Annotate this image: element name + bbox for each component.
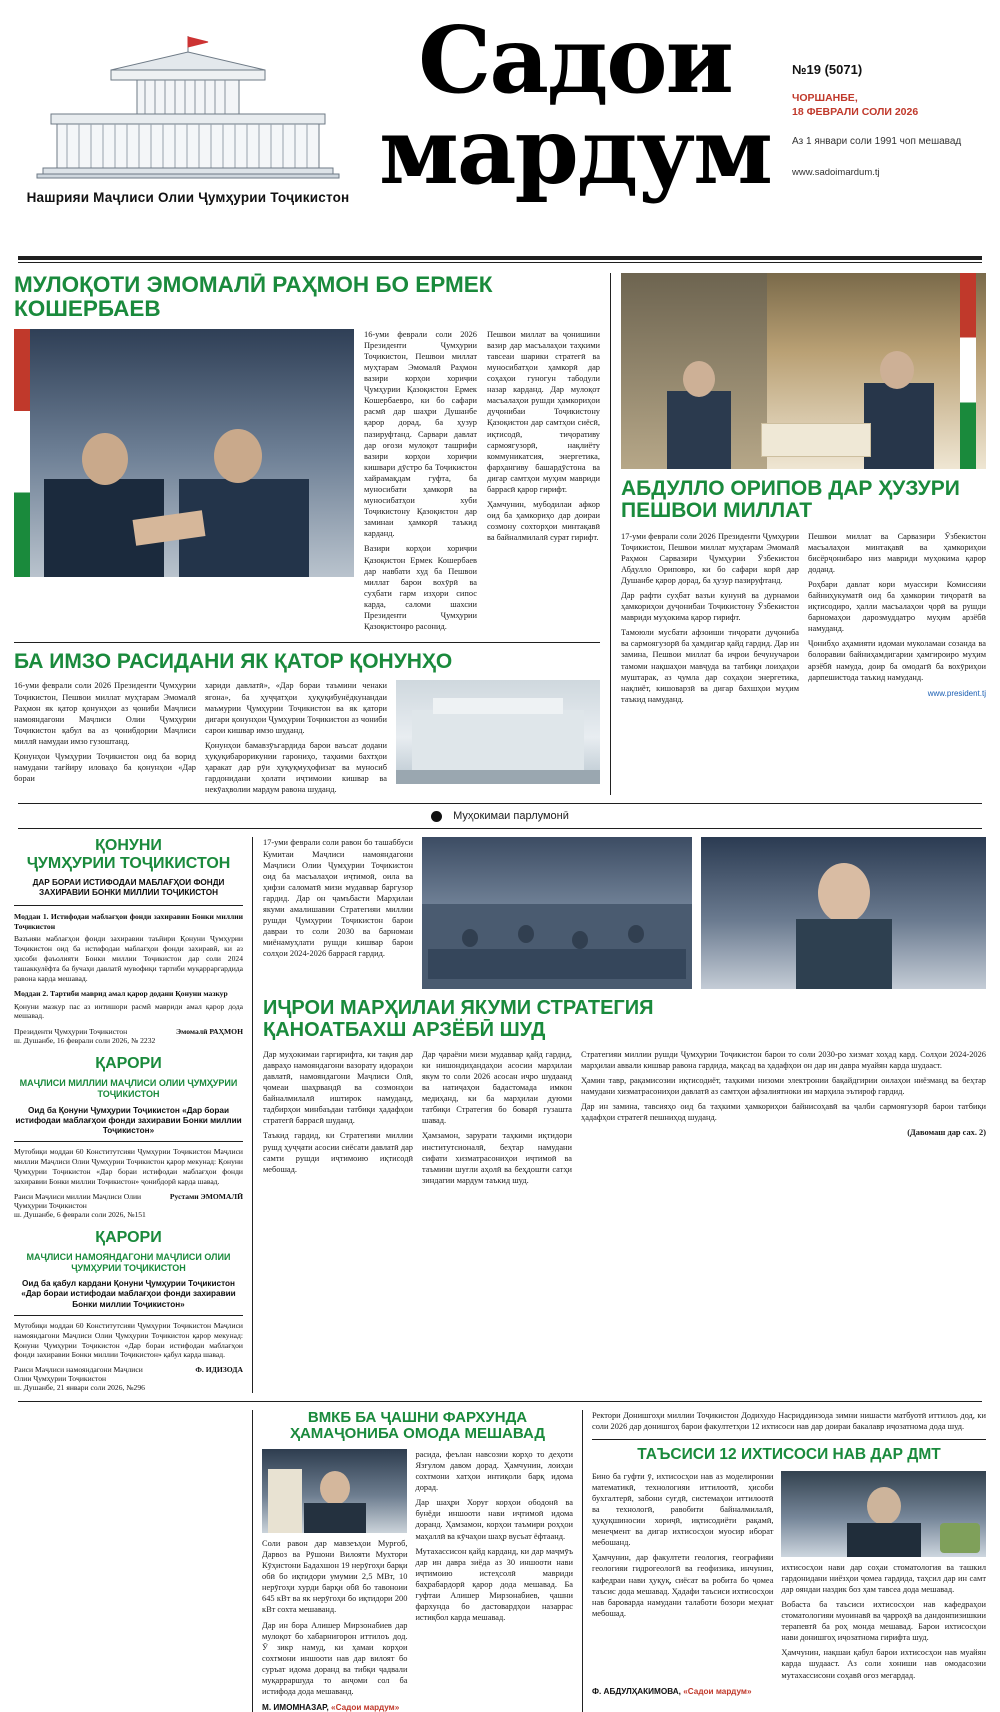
lead-article xyxy=(14,273,610,795)
second-article-body xyxy=(621,531,986,705)
masthead-left xyxy=(18,18,358,205)
second-paragraph-1: 17-уми феврали соли 2026 Президенти Ҷумҳурии Тоҷикистон, Пешвои миллат муҳтарам Эмомалӣ Раҳмон Сарвазири Ҷумҳурии Ӯзбекистон Абдулло Ориповро, ки бо сафари корӣ дар Душанбе қарор дорад, ба ҳузур пазируфтанд. xyxy=(621,531,799,585)
resolution-1-subtitle: МАҶЛИСИ МИЛЛИИ МАҶЛИСИ ОЛИИ ҶУМҲУРИИ ТОҶИКИСТОН xyxy=(19,1078,238,1100)
resolution-1-signer-name: Рустами ЭМОМАЛӢ xyxy=(169,1191,243,1201)
second-paragraph-6: Ҷонибҳо аҳамияти идомаи муколамаи созанда ва болоравии байниҳамдигарии ҳамгироиро муҳим арзёбӣ намуда, доир ба омодагӣ ба вохӯриҳои дарпешистода таъкид намуданд. xyxy=(808,639,986,682)
resolution-2-city: ш. Душанбе, 21 январи соли 2026, №296 xyxy=(14,1383,145,1393)
second-col-2 xyxy=(808,531,986,705)
masthead-rule-thin xyxy=(18,262,982,263)
strategy-paragraph-3: Таъкид гардид, ки Стратегияи миллии рушд ҳуҷҷати асосии сиёсати давлатӣ дар самти рушди иҷтимоию иқтисодӣ мебошад. xyxy=(263,1131,413,1174)
lead-paragraph-2: Вазири корҳои хориҷии Қазоқистон Ермек Кошербаев дар навбати худ ба Пешвои миллат барои вохӯрӣ ва суҳбати гарм изҳори сипос карда, саломи шахсии Президенти Ҷумҳурии Қазоқистонро расонид. xyxy=(364,544,477,632)
lead-text-columns xyxy=(364,329,477,633)
resolution-1-body: Мутобиқи моддаи 60 Конститутсияи Ҷумҳурии Тоҷикистон Маҷлиси миллии Маҷлиси Олии Ҷумҳурии Тоҷикистон қарор мекунад: Қонуни Ҷумҳурии Тоҷикистон «Дар бораи истифодаи маблағҳои фонди захиравии Бонки миллии Тоҷикистон» ҷонибдорӣ карда шавад. xyxy=(14,1147,243,1186)
section-divider-top xyxy=(18,803,982,804)
dmt-intro: Ректори Донишгоҳи миллии Тоҷикистон Додихудо Насриддинзода зимни нишасти матбуотӣ иттилоъ дод, ки соли 2026 дар донишгоҳ барои факултетҳои 12 ихтисоси нав дар доираи бакалавр иҷозатнома дода шуд. xyxy=(592,1411,986,1432)
strategy-continued-note: (Давомаш дар сах. 2) xyxy=(907,1128,986,1138)
strategy-paragraph-1: 17-уми феврали соли равон бо ташаббуси Кумитаи Маҷлиси намояндагони Маҷлиси Олии Ҷумҳурии Тоҷикистон оид ба масъалаҳои иҷтимоӣ, оила ва ҳифзи саломатӣ мизи мудаввар баргузор гардид. Дар он ҷамъбасти Марҳилаи якуми амалишавии Стратегияи миллии рушди Ҷумҳурии Тоҷикистон барои давраи то соли 2030 ва барномаи миёнамуҳлати рушди кишвар барои солҳои 2024-2026 баррасӣ гардид. xyxy=(263,838,413,959)
issue-weekday: ЧОРШАНБЕ, xyxy=(792,92,858,104)
laws-paragraph-2: Қонунҳои Ҷумҳурии Тоҷикистон оид ба ворид намудани тағйиру иловаҳо ба қонунҳои «Дар бораи xyxy=(14,752,196,784)
strategy-headline-2: ҚАНОАТБАХШ АРЗЁБӢ ШУД xyxy=(263,1018,546,1041)
vmkb-col-1 xyxy=(262,1449,407,1697)
second-article-source: www.president.tj xyxy=(927,688,986,698)
dmt-headline: ТАЪСИСИ 12 ИХТИСОСИ НАВ ДАР ДМТ xyxy=(637,1446,941,1464)
issue-date xyxy=(792,91,982,119)
dmt-paragraph-1: Бино ба гуфти ӯ, ихтисосҳои нав аз моделиронии математикӣ, технологияи иттилоотӣ, ҳисоби бухгалтерӣ, забони суғдӣ, системаҳои иттилоотӣ ва технологӣ, равобити байналмилалӣ, ҳуқуқшиносии хориҷӣ, иқтисодиёти рақамӣ, менеҷмент ва дигар ихтисосҳои муосир иборат мебошанд. xyxy=(592,1471,774,1548)
law-sign-city: ш. Душанбе, 16 феврали соли 2026, № 2232 xyxy=(14,1036,156,1046)
second-paragraph-5: Роҳбари давлат кори муассири Комиссияи байниҳукуматӣ оид ба ҳамкории тиҷоратӣ ва иқтисодиро, ҳалли масъалаҳои ҷорӣ ва рушди барномаҳои дарозмуддатро муҳим арзёбӣ намуданд. xyxy=(808,579,986,634)
bottom-section xyxy=(14,1410,986,1712)
masthead xyxy=(14,0,986,250)
dmt-credit xyxy=(592,1687,986,1696)
strategy-paragraph-8: Дар ин замина, тавсияҳо оид ба таҳкими ҳамкориҳои байнисоҳавӣ ва ҷалби сармоягузорӣ барои татбиқи ҳадафҳои стратегӣ пешниҳод шуданд. xyxy=(581,1102,986,1123)
resolution-1-topic: Оид ба Қонуни Ҷумҳурии Тоҷикистон «Дар бораи истифодаи маблағҳои фонди захиравии Бонки миллии Тоҷикистон» xyxy=(15,1105,242,1136)
vmkb-publication: «Садои мардум» xyxy=(331,1703,400,1712)
resolution-2-body: Мутобиқи моддаи 60 Конститутсияи Ҷумҳурии Тоҷикистон Маҷлиси намояндагони Маҷлиси Олии Ҷумҳурии Тоҷикистон қарор мекунад: Қонуни Ҷумҳурии Тоҷикистон «Дар бораи истифодаи маблағҳои фонди захиравии Бонки миллии Тоҷикистон» қабул карда шавад. xyxy=(14,1320,243,1360)
vmkb-paragraph-5: Мутахассисон қайд карданд, ки дар маҷмӯъ дар ин давра зиёда аз 30 иншооти нави иҷтимоию истеҳсолӣ мавриди баҳрабардорӣ қарор дода мешавад. Ба гуфтаи Алишер Мирзонабиев, ҷашни фархунда бо дастовардҳои назаррас истиқбол карда мешавад. xyxy=(415,1546,573,1623)
law-title-line1: ҚОНУНИ xyxy=(95,837,162,855)
lead-paragraph-1: 16-уми феврали соли 2026 Президенти Ҷумҳурии Тоҷикистон, Пешвои миллат муҳтарам Эмомалӣ Раҳмон вазири корҳои хориҷии Ҷумҳурии Қазоқистон Ермек Кошербаевро, ки бо сафари расмӣ дар шаҳри Душанбе қарор дорад, ба ҳузур пазируфтанд. Сарвари давлат дар оғози мулоқот ташрифи вазири корҳои хориҷии кишвари дӯстро ба Тоҷикистон хайрамақдам гуфта, ба муносибати ҳамкорӣ ва муносибатҳои хуби Тоҷикистону Қазоқистон дар заминаи ҳамкорӣ таъкид карданд. xyxy=(364,329,477,539)
dmt-col-2 xyxy=(781,1471,986,1681)
resolution-1-city: ш. Душанбе, 6 феврали соли 2026, №151 xyxy=(14,1209,146,1219)
second-headline-text: АБДУЛЛО ОРИПОВ ДАР ҲУЗУРИ ПЕШВОИ МИЛЛАТ xyxy=(621,477,960,523)
strategy-photo-speaker xyxy=(701,837,986,989)
vmkb-body xyxy=(262,1449,573,1697)
masthead-subtitle: Нашрияи Маҷлиси Олии Ҷумҳурии Тоҷикистон xyxy=(26,190,350,205)
laws-body xyxy=(14,680,600,795)
strategy-col-3 xyxy=(422,1049,572,1186)
law-subtitle: ДАР БОРАИ ИСТИФОДАИ МАБЛАҒҲОИ ФОНДИ ЗАХИРАВИИ БОНКИ МИЛЛИИ ТОҶИКИСТОН xyxy=(32,878,225,898)
second-headline xyxy=(621,478,986,523)
lead-paragraph-4: Ҳамчунин, мубодилаи афкор оид ба ҳамкориҳо дар доираи созмону сохторҳои минтақавӣ ва байналмилалӣ сурат гирифт. xyxy=(487,500,600,543)
strategy-top xyxy=(263,837,986,989)
strategy-paragraph-5: Ҳамзамон, зарурати таҳкими иқтидори институтсионалӣ, беҳтар намудани сифати хизматрасониҳои иҷтимоӣ ва таъмини шуғли аҳолӣ ва беҳдошти сатҳи зиндагии мардум таъкид шуд. xyxy=(422,1131,572,1185)
laws-paragraph-3: хариди давлатӣ», «Дар бораи таъмини ченаки ягона», ба ҳуҷҷатҳои ҳуқуқибунёдкунандаи маъмурии Ҷумҳурии Тоҷикистон ва як қатори дигари қонунҳои Ҷумҳурии Тоҷикистон аз чониби сарои кишвар имзо шуданд. xyxy=(205,681,387,735)
section-label-parliament xyxy=(14,810,986,822)
vmkb-paragraph-1: Соли равон дар мавзеъҳои Мурғоб, Дарвоз ва Рӯшони Вилояти Мухтори Кӯҳистони Бадахшон 19 нерӯгоҳи барқи обӣ бо иқтидори умумии 2,5 МВт, 10 нерӯгоҳи хурди барқи обӣ бо тавоноии 645 кВт ва як нерӯгоҳи бо иқтидори 200 кВт сохта мешаванд. xyxy=(262,1538,408,1615)
resolution-1-title: ҚАРОРИ xyxy=(95,1055,162,1073)
dmt-col-1 xyxy=(592,1471,773,1681)
issue-date-text: 18 ФЕВРАЛИ СОЛИ 2026 xyxy=(792,106,919,119)
second-article xyxy=(610,273,986,795)
dmt-paragraph-3: ихтисосҳои нави дар соҳаи стоматология ва ташкил гардонидани ниёзҳои ҷомеа гардида, таҳсил дар ин самт дар ояндаи наздик боз ҳам тавсеа дода мешавад. xyxy=(781,1562,986,1594)
lead-paragraph-3: Пешвои миллат ва ҷонишини вазир дар масъалаҳои таҳкими тавсеаи шарики стратегӣ ва муносибатҳои ҳамкорӣ дар соҳаҳои гуногун табодули назар карданд. Дар мулоқот масъалаҳои рушди ҳамкориҳои дуҷонибаи Тоҷикистону Қазоқистон дар самтҳои сиёсӣ, иқтисодӣ, тиҷоративу сармоягузорӣ, нақлиёту коммуникатсия, энергетика, фарҳангиву башардӯстона ва дигар самтҳои муҳим мавриди баррасӣ қарор гирифт. xyxy=(487,329,600,494)
strategy-paragraph-7: Ҳамин тавр, рақамисозии иқтисодиёт, таҳкими низоми электронии бақайдгирии оилаҳои ниёзманд ва беҳтар намудани хизматрасониҳои давлатӣ аз самтҳои афзалиятноки ин марҳила эътироф гардид. xyxy=(581,1075,986,1097)
lead-divider xyxy=(14,642,600,643)
since-note: Аз 1 январи соли 1991 чоп мешавад xyxy=(792,136,962,148)
laws-col-1 xyxy=(14,680,196,795)
section-divider-parliament xyxy=(18,828,982,829)
website-url: www.sadoimardum.tj xyxy=(792,166,880,178)
dmt-author: Ф. АБДУЛҲАКИМОВА, xyxy=(592,1686,681,1696)
strategy-col-1 xyxy=(263,837,413,989)
lead-photo xyxy=(14,329,354,577)
law-signer-name: Эмомалӣ РАҲМОН xyxy=(175,1027,243,1037)
resolution-2-signer-name: Ф. ИДИЗОДА xyxy=(195,1365,243,1375)
resolution-2-title: ҚАРОРИ xyxy=(95,1228,162,1246)
law-article-1-title: Моддаи 1. Истифодаи маблағҳои фонди захиравии Бонки миллии Тоҷикистон xyxy=(14,911,243,931)
strategy-col-2 xyxy=(263,1049,413,1186)
laws-photo xyxy=(396,680,600,784)
second-col-1 xyxy=(621,531,799,705)
dmt-paragraph-4: Вобаста ба таъсиси ихтисосҳои нав кафедраҳои стоматологияи муоинавӣ ва ҷарроҳӣ ва дандонпизишкии терапевтӣ ба роҳ монда мешавад. Барои ихтисосҳои нави донишгоҳ иҷозатнома гирифта шуд. xyxy=(781,1599,986,1643)
second-paragraph-3: Тамоюли мусбати афзоиши тиҷорати дуҷониба ва сармоягузорӣ ба ҳамдигар қайд гардид. Дар ин замина, Пешвои миллат ба иҷрои бечунучарои тамоми нақшаҳои мавҷуда ва татбиқи лоиҳаҳои муштарак, аз ҷумла дар соҳаҳои энергетика, нақлиёт, кишоварзӣ ва дигар бахшҳои муҳим таъкид намуданд. xyxy=(621,628,799,704)
bullet-icon xyxy=(431,811,442,822)
section-label-text: Муҳокимаи парлумонӣ xyxy=(453,810,569,823)
dmt-article xyxy=(582,1410,986,1712)
resolution-2-signer-role: Раиси Маҷлиси намояндагони Маҷлиси Олии Ҷумҳурии Тоҷикистон xyxy=(14,1365,143,1384)
law-column xyxy=(14,837,252,1393)
resolution-1-signer-role: Раиси Маҷлиси миллии Маҷлиси Олии Ҷумҳурии Тоҷикистон xyxy=(14,1191,142,1210)
lead-headline: МУЛОҚОТИ ЭМОМАЛӢ РАҲМОН БО ЕРМЕК КОШЕРБАЕВ xyxy=(14,272,493,321)
vmkb-headline-1: ВМКБ БА ҶАШНИ ФАРХУНДА xyxy=(307,1409,528,1427)
strategy-paragraph-6: Стратегияи миллии рушди Ҷумҳурии Тоҷикистон барои то соли 2030-ро хизмат хоҳад кард. Солҳои 2024-2026 марҳилаи аввали кишвар равона гардида, мақсад ва ҳадафҳои он дар ин давра муайян карда шудааст. xyxy=(581,1049,986,1070)
laws-paragraph-4: Қонунҳои бамавзӯъгардида барои ваъсат додани ҳуқуқибарорикунии гарониҳо, таҳкими бахтҳои ҳаракат дар рӯи ҳуқуқмуҳофизат ва муносиб гардонидани ҳолати иҷтимоии кишвар ва некӯаҳволии мардум равона шуданд. xyxy=(205,740,387,795)
parliament-building-logo xyxy=(33,32,343,182)
vmkb-paragraph-3: расида, феълан навсозии корҳо то деҳоти Язғулом давом дорад. Ҳамчунин, лоиҳаи сохтмони хатҳои интиқоли барқ идома дорад. xyxy=(415,1449,573,1493)
vmkb-article xyxy=(252,1410,582,1712)
second-paragraph-4: Пешвои миллат ва Сарвазири Ӯзбекистон масъалаҳои минтақавӣ ва ҳамкориҳои бисёрҷонибаро низ мавриди муҳокима қарор доданд. xyxy=(808,531,986,574)
law-article-2-title: Моддаи 2. Тартиби маврид амал қарор додани Қонуни мазкур xyxy=(14,988,228,998)
bottom-empty-column xyxy=(14,1410,252,1712)
middle-section xyxy=(14,837,986,1393)
masthead-rule-thick xyxy=(18,256,982,260)
strategy-headline-1: ИҶРОИ МАРҲИЛАИ ЯКУМИ СТРАТЕГИЯ xyxy=(263,997,654,1020)
law-article-1-body: Вазъияи маблағҳои фонди захиравии таъйири Қонуни Ҷумҳурии Тоҷикистон оид ба истифодаи маблағҳои фонди захиравӣ, ки аз ҳисоби фаъолияти Бонки миллии Тоҷикистон дар соли 2024 ташаккулёфта ба бучаҳи давлатӣ мувофиқи тартиби муқарраргардида равона карда мешавад. xyxy=(14,934,243,983)
newspaper-title-line2: мардум xyxy=(379,96,771,205)
vmkb-photo xyxy=(262,1449,407,1533)
vmkb-credit xyxy=(262,1703,573,1712)
strategy-body xyxy=(263,1049,986,1186)
strategy-article xyxy=(252,837,986,1393)
law-article-2-body: Қонуни мазкур пас аз интишори расмӣ мавриди амал қарор дода мешавад. xyxy=(14,1001,243,1021)
section-divider-bottom xyxy=(18,1401,982,1402)
issue-number: №19 (5071) xyxy=(792,62,863,77)
resolution-2-topic: Оид ба қабул кардани Қонуни Ҷумҳурии Тоҷикистон «Дар бораи истифодаи маблағҳои фонди захиравии Бонки миллии Тоҷикистон» xyxy=(21,1279,236,1309)
top-section xyxy=(14,273,986,795)
vmkb-col-2 xyxy=(415,1449,573,1697)
resolution-2-subtitle: МАҶЛИСИ НАМОЯНДАГОНИ МАҶЛИСИ ОЛИИ ҶУМҲУРИИ ТОҶИКИСТОН xyxy=(26,1251,231,1273)
lead-text-columns-2 xyxy=(487,329,600,633)
law-signer-role: Президенти Ҷумҳурии Тоҷикистон xyxy=(14,1027,128,1037)
laws-headline: БА ИМЗО РАСИДАНИ ЯК ҚАТОР ҚОНУНҲО xyxy=(14,650,453,674)
masthead-right xyxy=(792,18,982,178)
laws-col-2 xyxy=(205,680,387,795)
strategy-paragraph-4: Дар ҷараёни мизи мудаввар қайд гардид, ки нишондиҳандаҳои асосии марҳилаи якум то соли 2026 асосан иҷро шудаанд ва натиҷаҳои бадастомада имкон медиҳанд, ки ба марҳилаи дуюми татбиқи Стратегия бо боварӣ гузашта шавад. xyxy=(422,1049,572,1126)
dmt-paragraph-5: Ҳамчунин, нақшаи қабул барои ихтисосҳои нав муайян карда шудааст. Аз соли хониши нав омодасозии мутахассисони соҳавӣ оғоз мегардад. xyxy=(781,1648,986,1680)
dmt-paragraph-2: Ҳамчунин, дар факултети геология, географияи геологияи гидрогеологӣ ва геофизика, инчунин, кафедраи нави ҳуқуқ, сиёсат ва робита бо ҷомеа таъсис дода мешавад. Ҳадафи таъсиси ихтисосҳои нав бароварда намудани талаботи бозори меҳнат мебошад. xyxy=(592,1553,774,1618)
dmt-body xyxy=(592,1471,986,1681)
vmkb-paragraph-2: Дар ин бора Алишер Мирзонабиев дар мулоқот бо хабарнигорон иттилоъ дод. Ӯ зикр намуд, ки ҳамаи корҳои сохтмони иншооти нав дар вилоят бо суръат идома доранд ва тибқи ҷадвали муқарраршуда то анҷоми сол ба истифода дода мешаванд. xyxy=(262,1620,408,1697)
vmkb-headline-2: ҲАМАҶОНИБА ОМОДА МЕШАВАД xyxy=(289,1424,546,1442)
second-paragraph-2: Дар рафти суҳбат вазъи кунунӣ ва дурнамои ҳамкориҳои дуҷонибаи Тоҷикистону Ӯзбекистон мавриди муҳокима қарор гирифт. xyxy=(621,590,799,623)
vmkb-author: М. ИМОМНАЗАР, xyxy=(262,1703,329,1712)
newspaper-title-line1: Садои xyxy=(418,6,732,114)
second-article-photo xyxy=(621,273,986,469)
dmt-photo xyxy=(781,1471,986,1557)
strategy-col-4 xyxy=(581,1049,986,1186)
dmt-publication: «Садои мардум» xyxy=(683,1686,752,1696)
law-title-line2: ҶУМҲУРИИ ТОҶИКИСТОН xyxy=(26,855,231,873)
lead-body xyxy=(14,329,600,633)
masthead-title xyxy=(358,6,792,205)
laws-paragraph-1: 16-уми феврали соли 2026 Президенти Ҷумҳурии Тоҷикистон, Пешвои миллат муҳтарам Эмомалӣ Раҳмон як қатор қонунҳои аз ҷониби Маҷлиси намояндагони Маҷлиси Олии Ҷумҳурии Тоҷикистон қабул ва аз ҷонибдории Маҷлиси миллӣ намудаи имзо гузоштанд. xyxy=(14,681,196,746)
strategy-paragraph-2: Дар муҳокимаи гаргирифта, ки тақия дар давраҳо намояндагони вазорату идораҳои давлатӣ, намояндагони Маҷлиси Олӣ, ҷомеаи шаҳрвандӣ ва созмонҳои байналмилалӣ иштирок намуданд, тадбирҳои минбаъдаи татбиқи ҳадафҳои стратегӣ баррасӣ шуданд. xyxy=(263,1049,413,1126)
strategy-photo-hall xyxy=(422,837,692,989)
vmkb-paragraph-4: Дар шаҳри Хоруғ корҳои ободонӣ ва бунёди иншооти нави иҷтимоӣ идома доранд. Ҳамзамон, корҳои таъмири роҳҳои маҳаллӣ ва кӯчаҳои шаҳр вусъат ёфтаанд. xyxy=(415,1498,573,1541)
